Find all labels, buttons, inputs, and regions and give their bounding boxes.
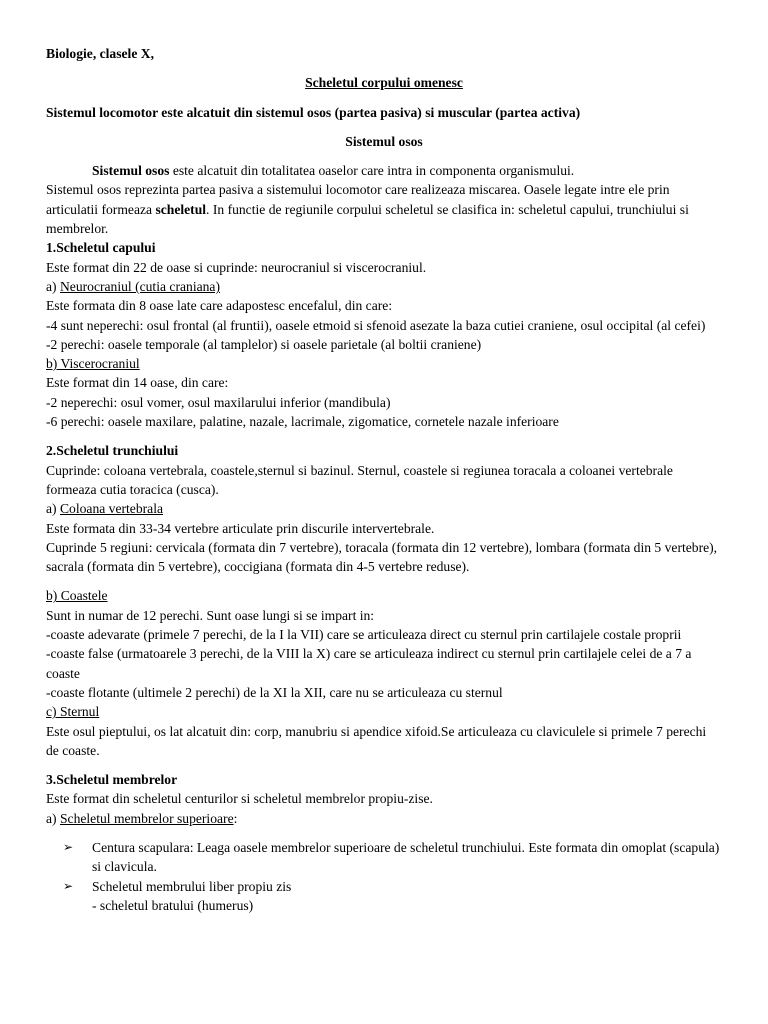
section-1a-title: Neurocraniul (cutia craniana) (59, 278, 220, 294)
section-2b-line-1: Sunt in numar de 12 perechi. Sunt oase lungi si se impart in: (46, 607, 375, 623)
intro-line: Sistemul locomotor este alcatuit din sistemul osos (partea pasiva) si muscular (partea activa) (46, 104, 581, 120)
section-1b-line-3: -6 perechi: oasele maxilare, palatine, nazale, lacrimale, zigomatice, cornetele nazale inferioare (46, 414, 559, 430)
section-1a-line-2: -4 sunt neperechi: osul frontal (al fruntii), oasele etmoid si sfenoid asezate la baza cutiei craniene, osul occipital (al cefei) (46, 317, 706, 333)
section-2c-line-1: Este osul pieptului, os lat alcatuit din: corp, manubriu si apendice xifoid.Se articuleaza cu claviculele si primele 7 perechi de coaste. (46, 723, 707, 758)
section-1-line: Este format din 22 de oase si cuprinde: neurocraniul si viscerocraniul. (46, 259, 427, 275)
section-1a-line-1: Este formata din 8 oase late care adapostesc encefalul, din care: (46, 298, 393, 314)
section-2a-line-2: Cuprinde 5 regiuni: cervicala (formata din 7 vertebre), toracala (formata din 12 vertebre), lombara (formata din 5 vertebre), sacrala (formata din 5 vertebre), coccigiana (formata din 4-5 vertebre reduse). (46, 539, 718, 575)
arrow-bullet-icon: ➢ (63, 878, 74, 893)
section-3a-label (46, 809, 722, 828)
paragraph-1-bold: Sistemul osos (92, 163, 170, 179)
section-2b-label: b) Coastele (46, 588, 108, 604)
section-2b-line-2: -coaste adevarate (primele 7 perechi, de la I la VII) care se articuleaza direct cu sternul prin cartilajele costale proprii (46, 627, 682, 643)
section-2-heading: 2.Scheletul trunchiului (46, 443, 179, 459)
bullet-item (46, 877, 722, 896)
bullet-item-text: Centura scapulara: Leaga oasele membrelor superioare de scheletul trunchiului. Este formata din omoplat (scapula) si clavicula. (92, 839, 720, 875)
document-header: Biologie, clasele X, (46, 46, 154, 61)
section-2b-line-3: -coaste false (urmatoarele 3 perechi, de la VIII la X) care se articuleaza indirect cu sternul prin cartilajele celei de a 7 a coaste (46, 646, 692, 681)
section-1a-line-3: -2 perechi: oasele temporale (al tamplelor) si oasele parietale (al boltii craniene) (46, 336, 482, 352)
section-2a-prefix: a) (46, 501, 60, 517)
paragraph-2 (46, 180, 722, 238)
bullet-item (46, 838, 722, 877)
section-1a-label (46, 277, 722, 296)
section-1b-line-1: Este format din 14 oase, din care: (46, 375, 229, 391)
paragraph-1 (46, 161, 722, 180)
section-3-heading: 3.Scheletul membrelor (46, 772, 178, 788)
paragraph-1-rest: este alcatuit din totalitatea oaselor care intra in componenta organismului. (169, 163, 575, 179)
section-title: Sistemul osos (345, 133, 423, 149)
section-1a-prefix: a) (46, 278, 60, 294)
paragraph-2-before: Sistemul osos reprezinta partea pasiva a sistemului locomotor care realizeaza miscarea. Oasele legate intre ele prin articulatii formeaza (46, 182, 670, 217)
section-2a-title: Coloana vertebrala (59, 501, 164, 517)
section-3a-suffix: : (233, 810, 238, 826)
section-3a-prefix: a) (46, 810, 60, 826)
section-2a-label (46, 499, 722, 518)
bullet-item-text: Scheletul membrului liber propiu zis (92, 878, 292, 894)
document-body (46, 44, 722, 915)
paragraph-2-bold: scheletul (155, 201, 207, 217)
section-3-line: Este format din scheletul centurilor si scheletul membrelor propiu-zise. (46, 791, 433, 807)
sub-item: - scheletul bratului (humerus) (92, 897, 254, 913)
section-2c-label: c) Sternul (46, 704, 100, 720)
section-3a-title: Scheletul membrelor superioare (59, 810, 234, 826)
arrow-bullet-icon: ➢ (63, 839, 74, 854)
document-title: Scheletul corpului omenesc (305, 75, 463, 91)
section-2a-line-1: Este formata din 33-34 vertebre articulate prin discurile intervertebrale. (46, 520, 435, 536)
section-1b-line-2: -2 neperechi: osul vomer, osul maxilarului inferior (mandibula) (46, 394, 391, 410)
section-2b-line-4: -coaste flotante (ultimele 2 perechi) de la XI la XII, care nu se articuleaza cu sternul (46, 684, 503, 700)
section-1-heading: 1.Scheletul capului (46, 240, 156, 256)
paragraph-2-after: . In functie de regiunile corpului scheletul se clasifica in: scheletul capului, trunchiului si membrelor. (46, 201, 689, 237)
section-2-line: Cuprinde: coloana vertebrala, coastele,sternul si bazinul. Sternul, coastele si regiunea toracala a coloanei vertebrale formeaza cutia toracica (cusca). (46, 462, 673, 497)
section-1b-label: b) Viscerocraniul (46, 356, 140, 372)
